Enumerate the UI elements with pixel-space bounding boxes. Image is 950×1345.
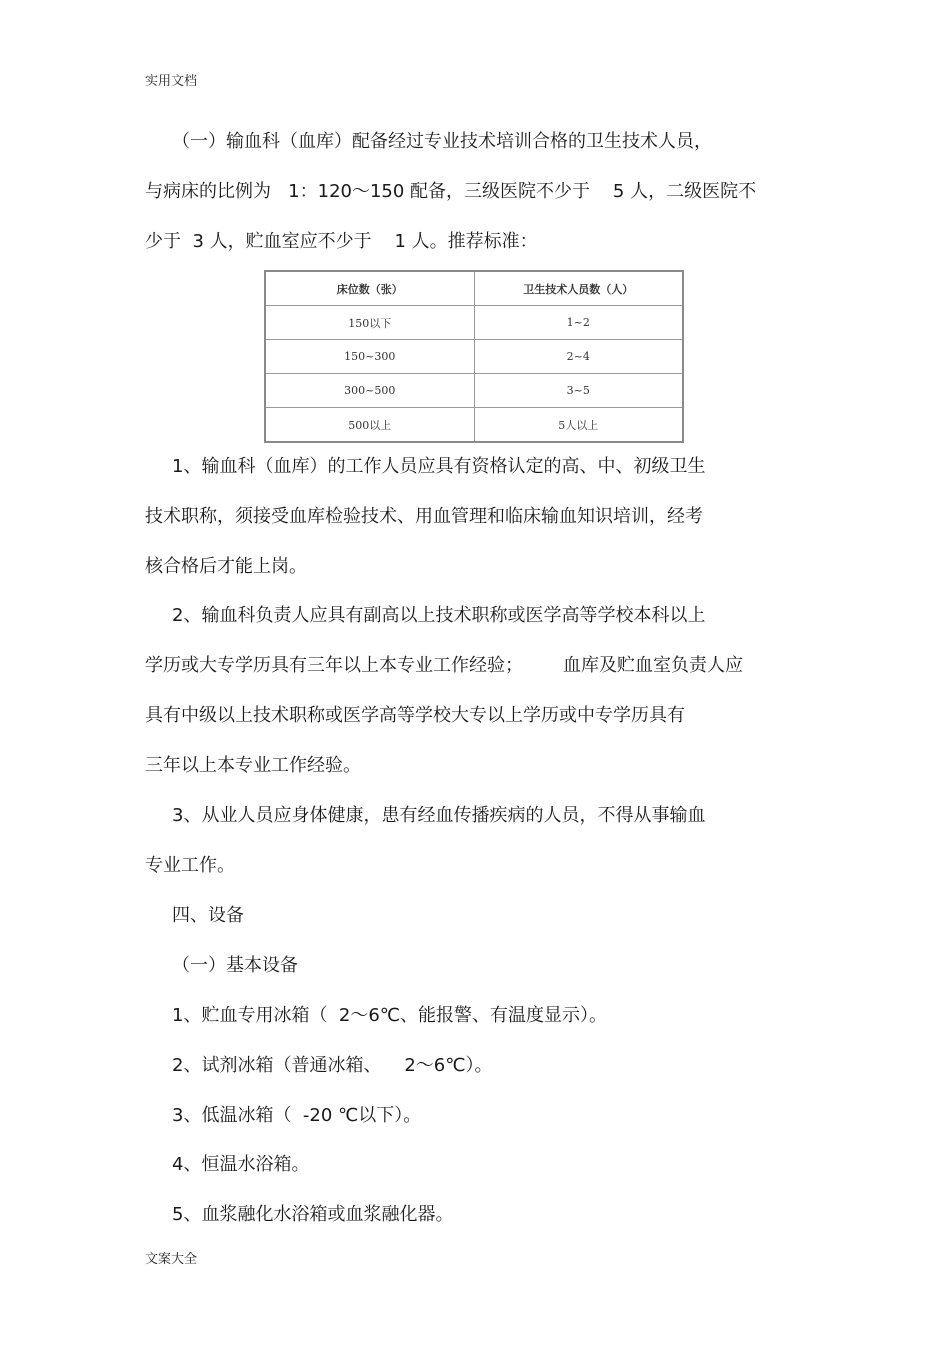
table-row (265, 340, 683, 374)
list-item: 2、试剂冰箱（普通冰箱、 2～6℃）。 (172, 1055, 493, 1076)
table-cell: 1~2 (474, 306, 683, 340)
list-item: 3、低温冰箱（ -20 ℃以下）。 (172, 1105, 422, 1126)
table-row (265, 374, 683, 408)
table-cell: 2~4 (474, 340, 683, 374)
table-cell: 300~500 (265, 374, 474, 408)
list-item: 1、贮血专用冰箱（ 2～6℃、能报警、有温度显示）。 (172, 1005, 608, 1026)
paragraph-line: 2、输血科负责人应具有副高以上技术职称或医学高等学校本科以上 (172, 605, 706, 626)
table-cell: 3~5 (474, 374, 683, 408)
paragraph-line: 3、从业人员应身体健康，患有经血传播疾病的人员，不得从事输血 (172, 805, 706, 826)
table-row (265, 408, 683, 443)
staffing-standard-table (264, 270, 684, 443)
table-cell: 150~300 (265, 340, 474, 374)
column-header-staff: 卫生技术人员数（人） (474, 271, 683, 306)
paragraph-line: （一）输血科（血库）配备经过专业技术培训合格的卫生技术人员， (172, 131, 712, 152)
paragraph-line: 专业工作。 (145, 855, 235, 876)
table-cell: 5人以上 (474, 408, 683, 443)
section-heading: 四、设备 (172, 905, 244, 926)
column-header-beds: 床位数（张） (265, 271, 474, 306)
page-footer: 文案大全 (145, 1252, 198, 1267)
paragraph-line: 核合格后才能上岗。 (145, 556, 307, 577)
table-row (265, 306, 683, 340)
paragraph-line: 技术职称，须接受血库检验技术、用血管理和临床输血知识培训，经考 (145, 506, 703, 527)
paragraph-line: 少于 3 人，贮血室应不少于 1 人。推荐标准： (145, 231, 538, 252)
subsection-heading: （一）基本设备 (172, 955, 298, 976)
page-header: 实用文档 (145, 74, 198, 89)
paragraph-line: 具有中级以上技术职称或医学高等学校大专以上学历或中专学历具有 (145, 705, 685, 726)
table-header-row (265, 271, 683, 306)
paragraph-line: 1、输血科（血库）的工作人员应具有资格认定的高、中、初级卫生 (172, 456, 706, 477)
paragraph-line: 三年以上本专业工作经验。 (145, 755, 361, 776)
table-cell: 150以下 (265, 306, 474, 340)
list-item: 5、血浆融化水浴箱或血浆融化器。 (172, 1204, 454, 1225)
paragraph-line: 与病床的比例为 1：120～150 配备，三级医院不少于 5 人，二级医院不 (145, 181, 757, 202)
paragraph-line: 学历或大专学历具有三年以上本专业工作经验； 血库及贮血室负责人应 (145, 655, 744, 676)
list-item: 4、恒温水浴箱。 (172, 1154, 310, 1175)
table-cell: 500以上 (265, 408, 474, 443)
